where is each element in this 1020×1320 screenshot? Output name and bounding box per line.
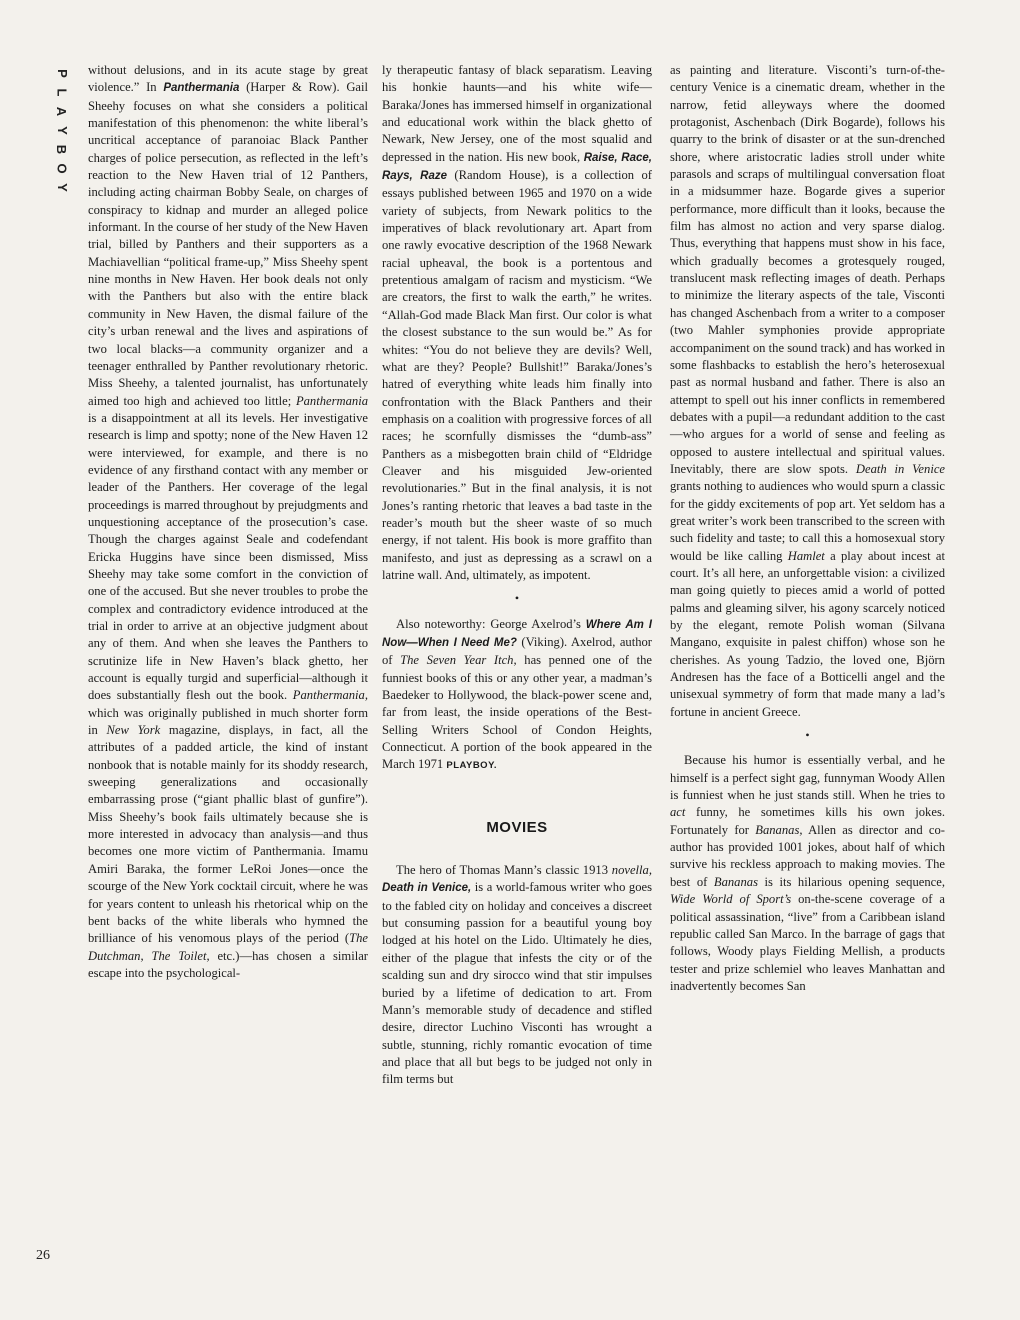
film-title: Bananas xyxy=(713,874,758,889)
play-titles: The Dutchman, The Toilet, xyxy=(88,931,368,963)
sidebar-letter: P xyxy=(54,69,70,78)
paragraph: as painting and literature. Visconti’s turn-of-the-century Venice is a cinematic dream, whether in the narrow, fetid alleyways where the doomed protagonist, Aschenbach (Dirk Bogarde), follows his quarry to the brink of disaster or at the sun-drenched shore, where aristocratic ladies stroll under white parasols and scraps of multilingual conversation float in a midsummer haze. Bogarde gives a superior performance, more difficult than it looks, because the film has almost no action and very sparse dialog. Thus, everything that happens must show in his face, which gradually becomes a grotesquely rouged, translucent mask reflecting images of death. Perhaps to minimize the literary aspects of the tale, Visconti has changed Aschenbach from a writer to a composer (two Mahler symphonies provide appropriate accompaniment on the sound track) and has worked in some flashbacks to establish the hero’s heterosexual past as normal husband and father. There is also an attempt to spell out his inner conflicts in remembered debates with a pupil—a redundant addition to the cast—who argues for a world of sense and feeling as opposed to austere intellectual and spiritual values. Inevitably, there are slow spots. Death in Venice grants nothing to audiences who would spurn a classic for the giddy excitements of pop art. Yet seldom has a great writer’s work been transcribed to the screen with such fidelity and taste; to call this a homosexual story would be like calling Hamlet a play about incest at court. It’s all here, an unforgettable vision: a civilized man going quietly to pieces amid a world of potted palms and gleaming silver, his agony scarcely noticed by the elegant, remote Polish woman (Silvana Mangano, exquisite in palest chiffon) whose son he cherishes. As young Tadzio, the loved one, Björn Andresen has the face of a Botticelli angel and the unisexual symmetry of form that made many a lad’s fortune in ancient Greece. xyxy=(670,63,945,719)
paragraph: The hero of Thomas Mann’s classic 1913 novella, Death in Venice, is a world-famous writer who goes to the fabled city on holiday and conceives a discreet but consuming passion for a beautiful young boy lodged at his hotel on the Lido. Ultimately he dies, either of the plague that infests the city or of the scalding sun and dry sirocco wind that stir impulses buried by a lifetime of dedication to art. From Mann’s memorable study of decadence and stifled desire, director Luchino Visconti has wrought a subtle, stunning, richly romantic evocation of time and place that all but begs to be judged not only in film terms but xyxy=(382,863,653,1087)
magazine-title: New York xyxy=(106,723,161,738)
film-title: Death in Venice, xyxy=(382,882,472,895)
page-number: 26 xyxy=(36,1248,50,1263)
paragraph: without delusions, and in its acute stage by great violence.” In Panthermania (Harper & Row). Gail Sheehy focuses on what she considers a political manifestation of this phenomenon: the white liberal’s uncritical acceptance of paranoiac Black Panther charges of police persecution, as reflected in the left’s reaction to the New Haven trial of 12 Panthers, including acting chairman Bobby Seale, on charges of conspiracy to kidnap and murder an alleged police informant. In the course of her study of the New Haven trial, billed by Panthers and their supporters as a Machiavellian “political frame-up,” Miss Sheehy spent nine months in New Haven. Her book deals not only with the Panthers but also with the entire black community in New Haven, the dismal failure of the city’s urban renewal and the lives and aspirations of two local blacks—a community organizer and a teenager enthralled by Panther revolutionary rhetoric. Miss Sheehy, a talented journalist, has unfortunately aimed too high and achieved too little; Panthermania is a disappointment at all its levels. Her investigative research is limp and spotty; none of the New Haven 12 were interviewed, for example, and there is no evidence of any firsthand contact with any member or leader of the Panthers. Her coverage of the legal proceedings is marred throughout by prejudgments and unquestioning acceptance of the prosecution’s case. Though the charges against Seale and codefendant Ericka Huggins have since been dismissed, Miss Sheehy may take some comfort in the conviction of one of the accused. But she never troubles to probe the complex and contradictory evidence introduced at the trial in order to arrive at an objective judgment about any of them. And when she leaves the Panthers to scrutinize life in New Haven’s black ghetto, her account is equally turgid and superficial—although it does substantially flesh out the book. Panthermania, which was originally published in much shorter form in New York magazine, displays, in fact, all the attributes of a padded article, the kind of instant nonbook that is notable mainly for its shoddy research, sweeping generalizations and occasionally embarrassing prose (“giant phallic blast of gunfire”). Miss Sheehy’s book fails ultimately because she is more interested in advocacy than analysis—and thus becomes one more victim of Panthermania. Imamu Amiri Baraka, the former LeRoi Jones—once the scourge of the New York cocktail circuit, where he was for years content to unleash his rhetorical whip on the bent backs of the white liberals who hymned the brilliance of his venomous plays of the period (The Dutchman, The Toilet, etc.)—has chosen a similar escape into the psychological- xyxy=(88,63,369,980)
section-divider-dot: • xyxy=(805,728,810,743)
sidebar-letter: Y xyxy=(54,126,70,135)
section-divider-dot: • xyxy=(514,591,520,606)
sidebar-letter: A xyxy=(54,106,70,117)
film-title: Death in Venice xyxy=(855,461,945,476)
italic-word: act xyxy=(670,805,686,820)
sidebar-letter: B xyxy=(54,144,70,155)
paragraph: Also noteworthy: George Axelrod’s Where Am I Now—When I Need Me? (Viking). Axelrod, author of The Seven Year Itch, has penned one of the funniest books of this or any other year, a madman’s Baedeker to Hollywood, the black-power scene and, far from least, the inside operations of the Best-Selling Writers School of Condon Heights, Connecticut. A portion of the book appeared in the March 1971 PLAYBOY. xyxy=(382,616,653,772)
play-title: Hamlet xyxy=(787,548,825,563)
book-title: Where Am I Now—When I Need Me? xyxy=(382,618,652,649)
film-title: Bananas, xyxy=(755,822,803,837)
sidebar-letter: Y xyxy=(54,183,70,192)
book-title: Raise, Race, Rays, Raze xyxy=(382,151,652,183)
italic-term: novella, xyxy=(611,863,652,878)
column-3 xyxy=(670,62,945,995)
column-1 xyxy=(88,62,368,982)
column-2 xyxy=(382,62,652,1089)
playboy-vertical-label xyxy=(52,64,72,197)
paragraph: Because his humor is essentially verbal, and he himself is a perfect sight gag, funnyman Woody Allen is funniest when he just stands still. When he tries to act funny, he sometimes kills his own jokes. Fortunately for Bananas, Allen as director and co-author has provided 1001 jokes, about half of which survive his reckless approach to making movies. The best of Bananas is its hilarious opening sequence, Wide World of Sport’s on-the-scene coverage of a political assassination, “live” from a Caribbean island republic called San Marco. In the barrage of gags that follows, Woody plays Fielding Mellish, a products tester and prize schlemiel who leaves Manhattan and inadvertently becomes San xyxy=(670,753,946,993)
show-title: Wide World of Sport’s xyxy=(670,892,792,907)
book-title: Panthermania xyxy=(163,82,240,95)
book-title: Panthermania, xyxy=(292,688,368,703)
paragraph: ly therapeutic fantasy of black separatism. Leaving his honkie haunts—and his white wife—Baraka/Jones has immersed himself in organizational and educational work within the black ghetto of Newark, New Jersey, one of the most squalid and depressed in the nation. His new book, Raise, Race, Rays, Raze (Random House), is a collection of essays published between 1965 and 1970 on a wide variety of subjects, from Newark politics to the imperatives of black revolutionary art. Apart from one rawly evocative description of the 1968 Newark racial upheaval, the book is a portentous and pretentious amalgam of racism and mysticism. “We are creators, the first to walk the earth,” he writes. “Allah-God made Black Man first. Our color is what the closest substance to the sun would be.” As for whites: “You do not believe they are devils? Well, what are they? People? Bullshit!” Baraka/Jones’s hatred of everything white leads him finally into confrontation with the Black Panthers and their emphasis on a coalition with progressive forces of all races; he scornfully dismisses the “dumb-ass” Panthers as a misbegotten brain child of “Eldridge Cleaver and his misguided Jew-oriented revolutionaries.” But in the final analysis, it is not Jones’s ranting rhetoric that leaves a bad taste in the reader’s mouth but the sheer waste of so much energy, if not talent. His book is more graffito than manifesto, and just as depressing as a scrawl on a latrine wall. And, ultimately, as impotent. xyxy=(382,63,652,582)
magazine-name: PLAYBOY. xyxy=(446,760,497,772)
book-title: The Seven Year Itch, xyxy=(400,653,517,668)
book-title: Panthermania xyxy=(295,393,368,408)
sidebar-letter: L xyxy=(54,88,70,97)
sidebar-letter: O xyxy=(54,163,70,174)
section-heading-movies: MOVIES xyxy=(486,818,548,836)
